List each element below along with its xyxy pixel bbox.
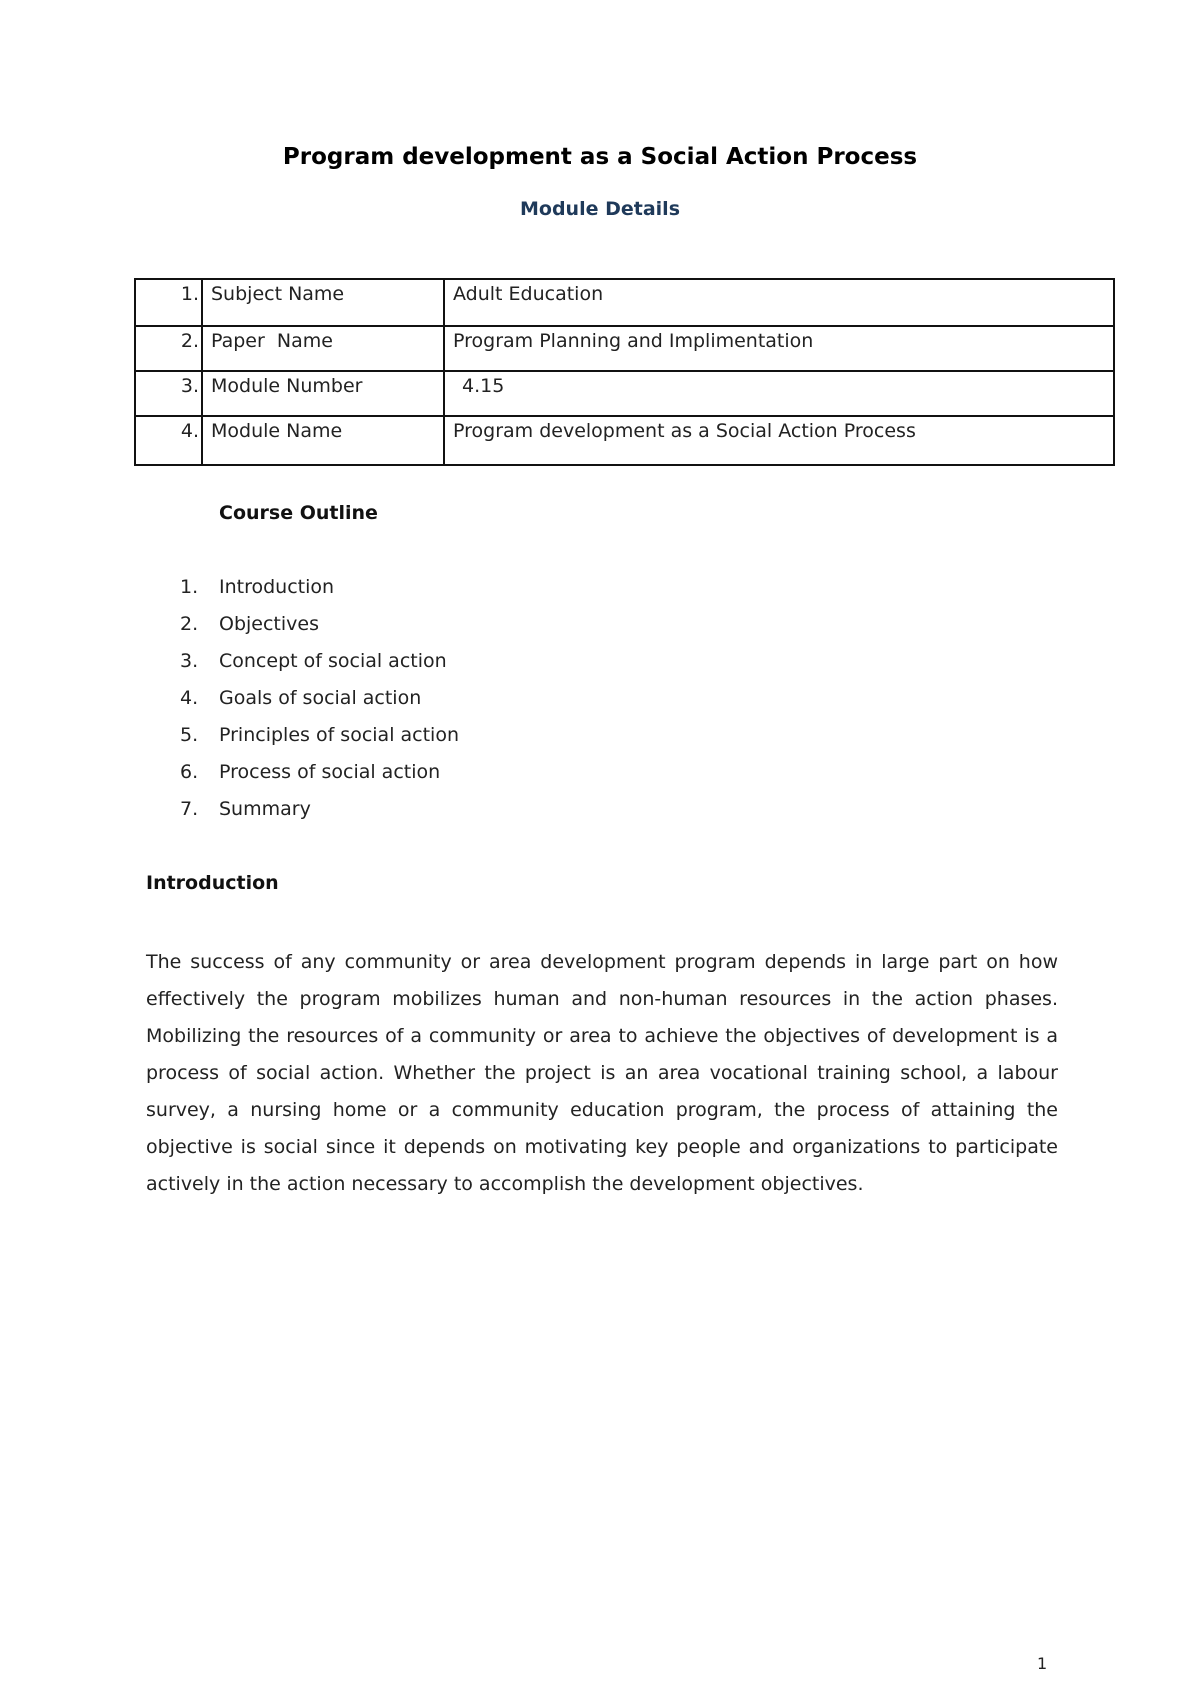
row-value: Program Planning and Implimentation	[444, 326, 1114, 371]
row-value: Adult Education	[444, 279, 1114, 326]
list-item-text: Principles of social action	[219, 724, 459, 746]
row-value: 4.15	[444, 371, 1114, 416]
row-label: Module Name	[202, 416, 444, 465]
list-item-text: Summary	[219, 798, 311, 820]
module-details-table	[134, 278, 1115, 466]
row-label: Subject Name	[202, 279, 444, 326]
row-value: Program development as a Social Action Process	[444, 416, 1114, 465]
list-item-number: 7.	[180, 798, 199, 820]
table-row	[135, 371, 1114, 416]
document-title: Program development as a Social Action Process	[282, 144, 918, 170]
list-item-number: 6.	[180, 761, 199, 783]
table-row	[135, 416, 1114, 465]
list-item-text: Introduction	[219, 576, 335, 598]
list-item	[180, 798, 459, 835]
list-item	[180, 650, 459, 687]
list-item-number: 5.	[180, 724, 199, 746]
list-item	[180, 687, 459, 724]
page-number: 1	[1037, 1654, 1048, 1673]
list-item-number: 3.	[180, 650, 199, 672]
table-row	[135, 279, 1114, 326]
row-label: Paper Name	[202, 326, 444, 371]
list-item-text: Goals of social action	[219, 687, 422, 709]
list-item-text: Objectives	[219, 613, 319, 635]
list-item	[180, 761, 459, 798]
list-item	[180, 613, 459, 650]
introduction-heading: Introduction	[146, 872, 279, 894]
list-item-number: 4.	[180, 687, 199, 709]
list-item-text: Concept of social action	[219, 650, 447, 672]
row-number: 1.	[135, 279, 202, 326]
row-number: 4.	[135, 416, 202, 465]
course-outline-list	[180, 576, 459, 835]
list-item-text: Process of social action	[219, 761, 441, 783]
table-row	[135, 326, 1114, 371]
module-details-heading: Module Details	[520, 198, 680, 220]
row-number: 3.	[135, 371, 202, 416]
course-outline-heading: Course Outline	[219, 502, 378, 524]
row-label: Module Number	[202, 371, 444, 416]
list-item-number: 2.	[180, 613, 199, 635]
list-item	[180, 576, 459, 613]
introduction-paragraph: The success of any community or area development program depends in large part on how effectively the program mobilizes human and non-human resources in the action phases. Mobilizing the resources of a community or area to achieve the objectives of development is a process of social action. Whether the project is an area vocational training school, a labour survey, a nursing home or a community education program, the process of attaining the objective is social since it depends on motivating key people and organizations to participate actively in the action necessary to accomplish the development objectives.	[146, 951, 1058, 1195]
list-item	[180, 724, 459, 761]
list-item-number: 1.	[180, 576, 199, 598]
row-number: 2.	[135, 326, 202, 371]
